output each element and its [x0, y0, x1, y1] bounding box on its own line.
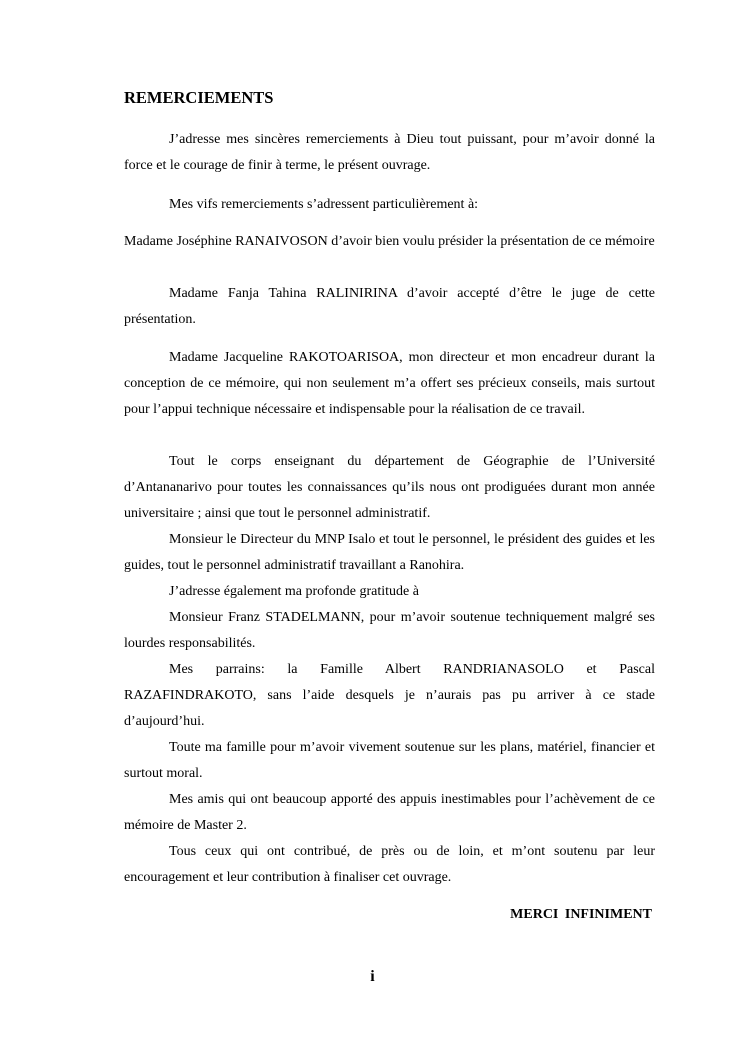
closing-signoff: MERCI INFINIMENT — [510, 907, 652, 922]
paragraph-friends: Mes amis qui ont beaucoup apporté des appuis inestimables pour l’achèvement de ce mémoire de Master 2. — [124, 792, 655, 833]
paragraph-director: Madame Jacqueline RAKOTOARISOA, mon directeur et mon encadreur durant la conception de ce mémoire, qui non seulement m’a offert ses précieux conseils, mais surtout pour l’appui technique nécessaire et indispensable pour la réalisation de ce travail. — [124, 350, 655, 417]
paragraph-gratitude: J’adresse également ma profonde gratitude à — [169, 584, 419, 599]
page-number: i — [370, 968, 375, 985]
paragraph-sponsors: Mes parrains: la Famille Albert RANDRIANASOLO et Pascal RAZAFINDRAKOTO, sans l’aide desquels je n’aurais pas pu arriver à ce stade d’aujourd’hui. — [124, 662, 655, 729]
paragraph-president: Madame Joséphine RANAIVOSON d’avoir bien voulu présider la présentation de ce mémoire — [124, 234, 655, 249]
paragraph-judge: Madame Fanja Tahina RALINIRINA d’avoir accepté d’être le juge de cette présentation. — [124, 286, 655, 327]
paragraph-mnp-isalo: Monsieur le Directeur du MNP Isalo et tout le personnel, le président des guides et les guides, tout le personnel administratif travaillant a Ranohira. — [124, 532, 655, 573]
paragraph-everyone: Tous ceux qui ont contribué, de près ou de loin, et m’ont soutenu par leur encouragement et leur contribution à finaliser cet ouvrage. — [124, 844, 655, 885]
paragraph-intro: Mes vifs remerciements s’adressent particulièrement à: — [169, 197, 479, 212]
paragraph-teachers: Tout le corps enseignant du département de Géographie de l’Université d’Antananarivo pour toutes les connaissances qu’ils nous ont prodiguées durant mon année universitaire ; ainsi que tout le personnel administratif. — [124, 454, 655, 521]
paragraph-thanks-god: J’adresse mes sincères remerciements à Dieu tout puissant, pour m’avoir donné la force et le courage de finir à terme, le présent ouvrage. — [124, 132, 655, 173]
paragraph-stadelmann: Monsieur Franz STADELMANN, pour m’avoir soutenue techniquement malgré ses lourdes responsabilités. — [124, 610, 655, 651]
page-title: REMERCIEMENTS — [124, 88, 274, 107]
paragraph-family: Toute ma famille pour m’avoir vivement soutenue sur les plans, matériel, financier et surtout moral. — [124, 740, 655, 781]
